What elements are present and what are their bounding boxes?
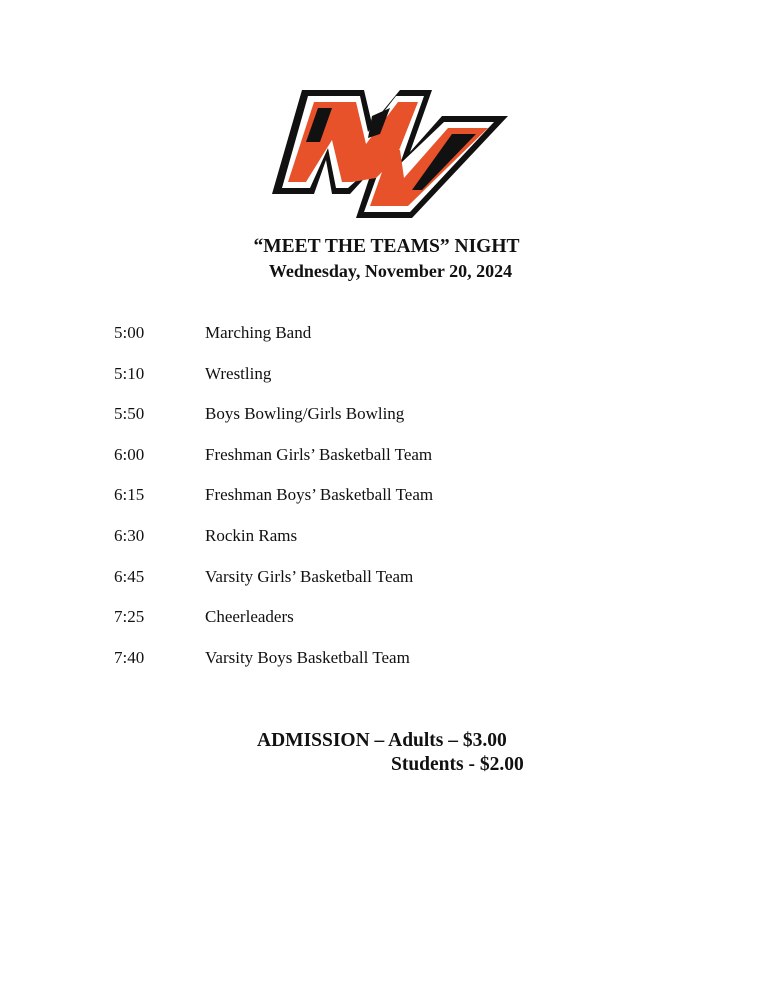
- schedule-time: 7:40: [114, 647, 145, 667]
- schedule-time: 5:00: [114, 323, 145, 342]
- schedule-row: [114, 484, 634, 525]
- schedule-row: [114, 444, 634, 485]
- schedule-event: Rockin Rams: [205, 525, 298, 545]
- schedule-row: [114, 566, 634, 607]
- schedule-event: Wrestling: [205, 363, 272, 383]
- schedule-time: 6:00: [114, 444, 145, 464]
- schedule-row: [114, 322, 634, 363]
- event-title: “MEET THE TEAMS” NIGHT: [253, 236, 520, 257]
- event-date: Wednesday, November 20, 2024: [268, 261, 513, 281]
- schedule-row: [114, 647, 634, 688]
- schedule-row: [114, 403, 634, 444]
- schedule-time: 5:10: [114, 363, 145, 383]
- schedule-time: 7:25: [114, 607, 145, 627]
- schedule-row: [114, 525, 634, 566]
- event-header: [0, 235, 773, 283]
- schedule-event: Varsity Boys Basketball Team: [205, 647, 410, 667]
- schedule-list: [114, 322, 634, 687]
- admission-info: [257, 729, 524, 775]
- schedule-event: Cheerleaders: [205, 607, 294, 627]
- admission-adults: ADMISSION – Adults – $3.00: [257, 730, 507, 751]
- mv-logo: [272, 86, 508, 218]
- admission-students: Students - $2.00: [391, 754, 524, 775]
- schedule-time: 5:50: [114, 404, 145, 424]
- schedule-time: 6:15: [114, 485, 145, 505]
- schedule-event: Boys Bowling/Girls Bowling: [205, 404, 405, 424]
- schedule-event: Varsity Girls’ Basketball Team: [205, 566, 414, 586]
- schedule-time: 6:45: [114, 566, 145, 586]
- schedule-row: [114, 363, 634, 404]
- schedule-row: [114, 606, 634, 647]
- schedule-event: Freshman Girls’ Basketball Team: [205, 444, 433, 464]
- schedule-event: Marching Band: [205, 323, 312, 342]
- schedule-event: Freshman Boys’ Basketball Team: [205, 485, 434, 505]
- schedule-time: 6:30: [114, 525, 145, 545]
